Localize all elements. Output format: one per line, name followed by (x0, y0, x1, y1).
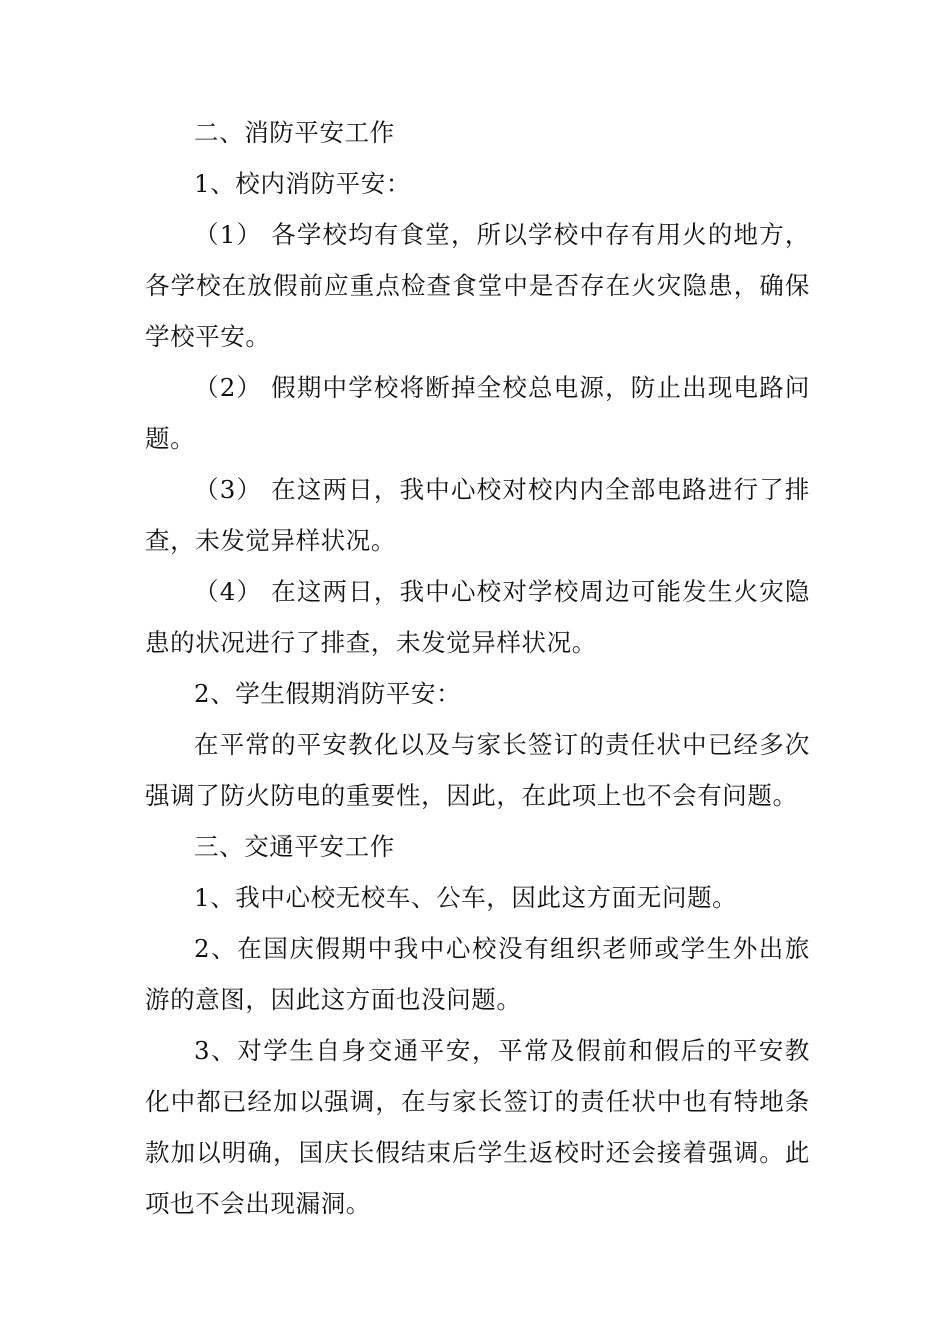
paragraph-power-off: （2） 假期中学校将断掉全校总电源，防止出现电路问题。 (145, 373, 810, 453)
paragraph-fire-education: 在平常的平安教化以及与家长签订的责任状中已经多次强调了防火防电的重要性，因此，在此项上也不会有问题。 (145, 730, 810, 810)
section-heading-traffic-safety: 三、交通平安工作 (194, 832, 395, 861)
paragraph-canteen-check: （1） 各学校均有食堂，所以学校中存有用火的地方，各学校在放假前应重点检查食堂中是否存在火灾隐患，确保学校平安。 (145, 220, 810, 351)
paragraph-no-trips: 2、在国庆假期中我中心校没有组织老师或学生外出旅游的意图，因此这方面也没问题。 (145, 934, 810, 1014)
section-heading-fire-safety: 二、消防平安工作 (194, 118, 395, 147)
paragraph-surroundings-inspection: （4） 在这两日，我中心校对学校周边可能发生火灾隐患的状况进行了排查，未发觉异样状况。 (145, 577, 810, 657)
paragraph-circuit-inspection: （3） 在这两日，我中心校对校内内全部电路进行了排查，未发觉异样状况。 (145, 475, 810, 555)
document-body (145, 107, 810, 1229)
paragraph-student-traffic-education: 3、对学生自身交通平安，平常及假前和假后的平安教化中都已经加以强调，在与家长签订的责任状中也有特地条款加以明确，国庆长假结束后学生返校时还会接着强调。此项也不会出现漏洞。 (145, 1036, 810, 1218)
subheading-student-holiday-fire-safety: 2、学生假期消防平安： (194, 679, 462, 708)
subheading-campus-fire-safety: 1、校内消防平安： (194, 169, 411, 198)
paragraph-no-school-bus: 1、我中心校无校车、公车，因此这方面无问题。 (194, 883, 738, 912)
